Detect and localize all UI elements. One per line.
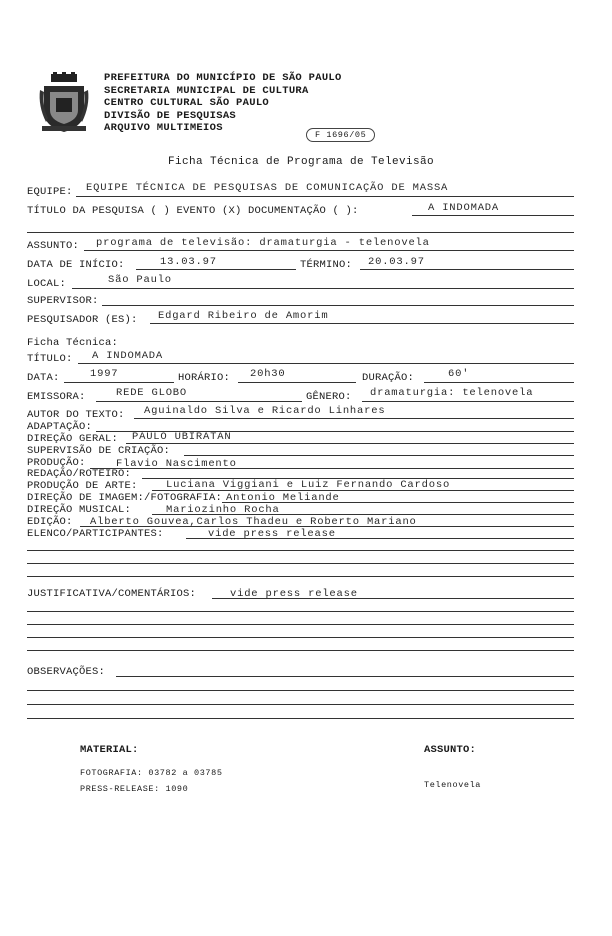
local-value: São Paulo xyxy=(108,274,172,286)
pesquisador-label: PESQUISADOR (ES): xyxy=(27,314,138,326)
horario-label: HORÁRIO: xyxy=(178,372,231,384)
producao-label: PRODUÇÃO: xyxy=(27,457,86,469)
equipe-line xyxy=(76,196,574,197)
city-coat-of-arms-logo xyxy=(38,72,90,134)
direcao-musical-line xyxy=(152,514,574,515)
direcao-geral-line xyxy=(126,443,574,444)
genero-value: dramaturgia: telenovela xyxy=(370,387,534,399)
pesquisador-line xyxy=(150,323,574,324)
blank-line-6 xyxy=(27,624,574,625)
producao-arte-value: Luciana Viggiani e Luiz Fernando Cardoso xyxy=(166,479,451,491)
titulo-pesquisa-label: TÍTULO DA PESQUISA ( ) EVENTO (X) DOCUMENTAÇÃO ( ): xyxy=(27,205,359,217)
local-label: LOCAL: xyxy=(27,278,67,290)
ficha-tecnica-heading: Ficha Técnica: xyxy=(27,337,119,349)
form-title: Ficha Técnica de Programa de Televisão xyxy=(168,156,435,168)
equipe-label: EQUIPE: xyxy=(27,186,73,198)
titulo-pesquisa-value: A INDOMADA xyxy=(428,202,500,214)
termino-label: TÉRMINO: xyxy=(300,259,353,271)
header-line-2: SECRETARIA MUNICIPAL DE CULTURA xyxy=(104,84,309,97)
titulo-value: A INDOMADA xyxy=(92,350,164,362)
pesquisador-value: Edgard Ribeiro de Amorim xyxy=(158,310,329,322)
horario-value: 20h30 xyxy=(250,368,286,380)
autor-value: Aguinaldo Silva e Ricardo Linhares xyxy=(144,405,386,417)
data-inicio-label: DATA DE INÍCIO: xyxy=(27,259,125,271)
edicao-label: EDIÇÃO: xyxy=(27,516,73,528)
blank-line-11 xyxy=(27,718,574,719)
edicao-line xyxy=(80,526,574,527)
blank-line-4 xyxy=(27,576,574,577)
direcao-geral-label: DIREÇÃO GERAL: xyxy=(27,433,119,445)
direcao-musical-value: Mariozinho Rocha xyxy=(166,504,280,516)
emissora-value: REDE GLOBO xyxy=(116,387,188,399)
blank-line-10 xyxy=(27,704,574,705)
blank-line-3 xyxy=(27,563,574,564)
footer-assunto-label: ASSUNTO: xyxy=(424,744,477,756)
termino-value: 20.03.97 xyxy=(368,256,425,268)
direcao-imagem-label: DIREÇÃO DE IMAGEM:/FOTOGRAFIA: xyxy=(27,492,223,504)
header-line-4: DIVISÃO DE PESQUISAS xyxy=(104,109,237,122)
observacoes-line xyxy=(116,676,574,677)
assunto-label: ASSUNTO: xyxy=(27,240,80,252)
data-line xyxy=(64,382,174,383)
elenco-label: ELENCO/PARTICIPANTES: xyxy=(27,528,164,540)
header-line-5: ARQUIVO MULTIMEIOS xyxy=(104,122,223,134)
observacoes-label: OBSERVAÇÕES: xyxy=(27,666,106,678)
titulo-label: TÍTULO: xyxy=(27,353,73,365)
titulo-line xyxy=(78,363,574,364)
titulo-pesquisa-line xyxy=(412,215,574,216)
emissora-label: EMISSORA: xyxy=(27,391,86,403)
duracao-line xyxy=(424,382,574,383)
edicao-value: Alberto Gouvea,Carlos Thadeu e Roberto Mariano xyxy=(90,516,417,528)
fotografia-range: FOTOGRAFIA: 03782 a 03785 xyxy=(80,768,223,778)
direcao-geral-value: PAULO UBIRATAN xyxy=(132,431,232,443)
blank-line-8 xyxy=(27,650,574,651)
adaptacao-label: ADAPTAÇÃO: xyxy=(27,421,93,433)
supervisao-line xyxy=(184,455,574,456)
justificativa-value: vide press release xyxy=(230,588,358,600)
autor-label: AUTOR DO TEXTO: xyxy=(27,409,125,421)
direcao-musical-label: DIREÇÃO MUSICAL: xyxy=(27,504,132,516)
justificativa-line xyxy=(212,598,574,599)
header-line-1: PREFEITURA DO MUNICÍPIO DE SÃO PAULO xyxy=(104,72,342,84)
header-line-3: CENTRO CULTURAL SÃO PAULO xyxy=(104,97,270,109)
direcao-imagem-value: Antonio Meliande xyxy=(226,492,340,504)
supervisor-line xyxy=(102,305,574,306)
horario-line xyxy=(238,382,356,383)
data-inicio-value: 13.03.97 xyxy=(160,256,217,268)
blank-line-7 xyxy=(27,637,574,638)
duracao-value: 60' xyxy=(448,368,470,380)
direcao-imagem-line xyxy=(222,502,574,503)
elenco-line xyxy=(186,538,574,539)
genero-label: GÊNERO: xyxy=(306,391,352,403)
material-label: MATERIAL: xyxy=(80,744,139,756)
autor-line xyxy=(134,418,574,419)
blank-line-5 xyxy=(27,611,574,612)
assunto-value: programa de televisão: dramaturgia - telenovela xyxy=(96,237,430,249)
institution-header xyxy=(104,72,342,135)
termino-line xyxy=(360,269,574,270)
emissora-line xyxy=(96,401,302,402)
supervisao-label: SUPERVISÃO DE CRIAÇÃO: xyxy=(27,445,171,457)
blank-line-9 xyxy=(27,690,574,691)
producao-line xyxy=(90,468,574,469)
producao-value: Flavio Nascimento xyxy=(116,458,237,470)
data-value: 1997 xyxy=(90,368,119,380)
equipe-value: EQUIPE TÉCNICA DE PESQUISAS DE COMUNICAÇÃO DE MASSA xyxy=(86,182,449,194)
elenco-value: vide press release xyxy=(208,528,336,540)
footer-assunto-value: Telenovela xyxy=(424,780,482,790)
local-line xyxy=(72,288,574,289)
producao-arte-line xyxy=(152,490,574,491)
assunto-line xyxy=(84,250,574,251)
press-release-number: PRESS-RELEASE: 1090 xyxy=(80,784,189,794)
data-inicio-line xyxy=(136,269,296,270)
blank-line-2 xyxy=(27,550,574,551)
catalog-stamp: F 1696/05 xyxy=(306,128,375,142)
justificativa-label: JUSTIFICATIVA/COMENTÁRIOS: xyxy=(27,588,197,600)
blank-line-1 xyxy=(27,232,574,233)
producao-arte-label: PRODUÇÃO DE ARTE: xyxy=(27,480,138,492)
data-label: DATA: xyxy=(27,372,60,384)
supervisor-label: SUPERVISOR: xyxy=(27,295,99,307)
genero-line xyxy=(362,401,574,402)
redacao-label: REDAÇÃO/ROTEIRO: xyxy=(27,468,132,480)
duracao-label: DURAÇÃO: xyxy=(362,372,415,384)
